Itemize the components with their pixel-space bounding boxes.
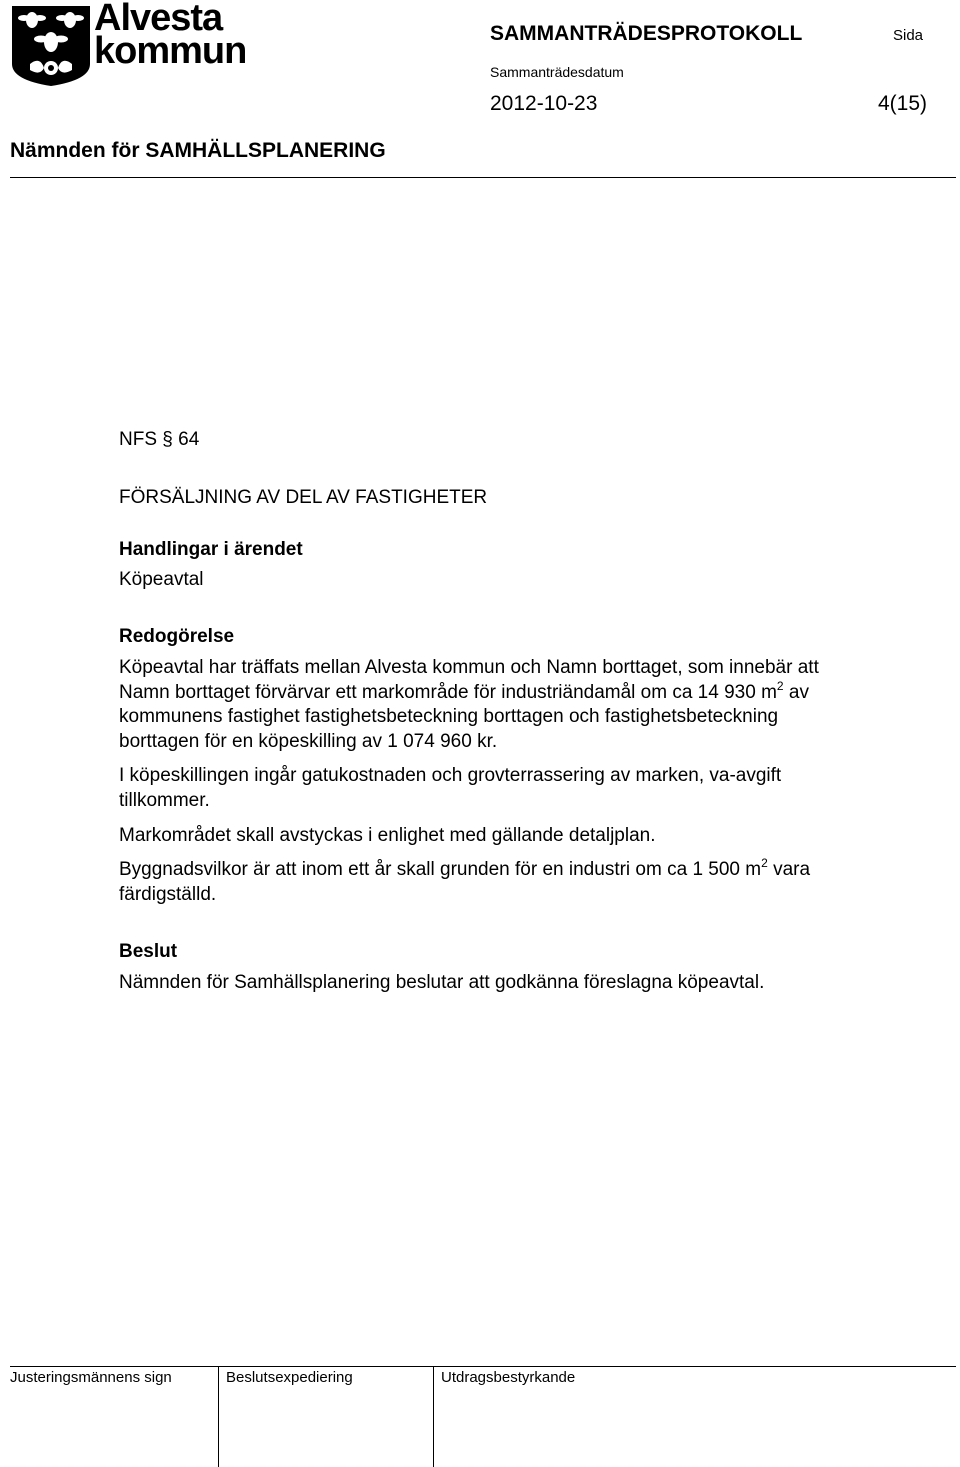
document-body xyxy=(119,428,819,996)
case-reference: NFS § 64 xyxy=(119,429,200,450)
report-paragraph-2: I köpeskillingen ingår gatukostnaden och grovterrassering av marken, va-avgift tillkommer. xyxy=(119,765,782,811)
meeting-date-label: Sammanträdesdatum xyxy=(490,64,624,80)
document-title: SAMMANTRÄDESPROTOKOLL xyxy=(490,22,803,45)
case-title: FÖRSÄLJNING AV DEL AV FASTIGHETER xyxy=(119,486,488,508)
report-heading: Redogörelse xyxy=(119,626,235,648)
footer-signature-label: Justeringsmännens sign xyxy=(10,1369,172,1386)
logo-wordmark-text: Alvesta kommun xyxy=(94,0,247,72)
decision-heading: Beslut xyxy=(119,941,178,963)
meeting-date: 2012-10-23 xyxy=(490,92,598,115)
report-paragraph-4: Byggnadsvilkor är att inom ett år skall grunden för en industri om ca 1 500 $m^2$ vara färdigställd. xyxy=(119,856,811,905)
report-paragraph-3: Markområdet skall avstyckas i enlighet med gällande detaljplan. xyxy=(119,824,656,846)
decision-text: Nämnden för Samhällsplanering beslutar att godkänna föreslagna köpeavtal. xyxy=(119,971,765,993)
footer-divider xyxy=(10,1366,956,1367)
coat-of-arms-icon xyxy=(12,6,90,86)
page-label: Sida xyxy=(893,27,924,44)
footer-column-divider xyxy=(433,1367,434,1467)
footer-certification-label: Utdragsbestyrkande xyxy=(441,1369,576,1386)
header-divider xyxy=(10,177,956,178)
footer-column-divider xyxy=(218,1367,219,1467)
committee-name: Nämnden för SAMHÄLLSPLANERING xyxy=(10,139,386,162)
footer-dispatch-label: Beslutsexpediering xyxy=(226,1369,353,1386)
report-paragraph-1: Köpeavtal har träffats mellan Alvesta kommun och Namn borttaget, som innebär att Namn borttaget förvärvar ett markområde för industriändamål om ca 14 930 $m^2$ av kommunens fastighet fastighetsbeteckning borttagen och fastighetsbeteckning borttagen för en köpeskilling av 1 074 960 kr. xyxy=(119,656,819,752)
page-number: 4(15) xyxy=(878,92,928,115)
documents-item: Köpeavtal xyxy=(119,568,204,590)
documents-heading: Handlingar i ärendet xyxy=(119,539,303,561)
